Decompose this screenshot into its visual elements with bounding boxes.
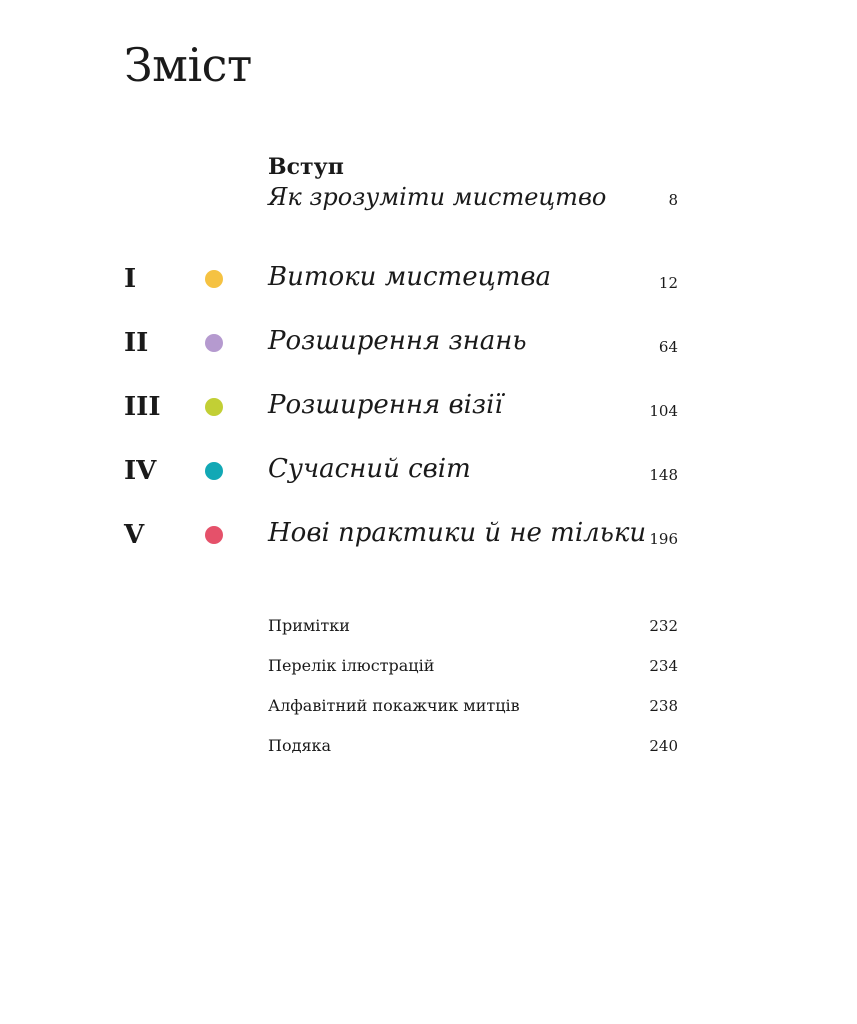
chapter-entry-4[interactable] [124, 452, 678, 492]
chapter-number: III [124, 392, 161, 422]
chapter-color-dot [205, 270, 223, 288]
back-matter-item-illustrations[interactable] [268, 656, 678, 696]
chapter-number: II [124, 328, 149, 358]
intro-title: Як зрозуміти мистецтво [268, 183, 607, 211]
back-matter-page-number: 234 [649, 657, 678, 675]
chapter-page-number: 196 [649, 530, 678, 548]
chapter-title: Розширення візії [268, 390, 503, 420]
back-matter-item-notes[interactable] [268, 616, 678, 656]
chapter-page-number: 104 [649, 402, 678, 420]
chapter-title: Сучасний світ [268, 454, 471, 484]
back-matter-item-acknowledgements[interactable] [268, 736, 678, 776]
chapter-color-dot [205, 334, 223, 352]
chapter-entry-5[interactable] [124, 516, 678, 556]
intro-label: Вступ [268, 154, 344, 180]
chapter-entry-1[interactable] [124, 260, 678, 300]
chapter-title: Витоки мистецтва [268, 262, 552, 292]
back-matter-list [268, 616, 678, 776]
chapter-entry-3[interactable] [124, 388, 678, 428]
chapter-page-number: 12 [658, 274, 678, 292]
intro-page-number: 8 [668, 191, 678, 209]
chapter-number: I [124, 264, 137, 294]
chapter-number: V [124, 520, 145, 550]
back-matter-label: Алфавітний покажчик митців [268, 696, 520, 715]
chapter-page-number: 64 [658, 338, 678, 356]
chapter-color-dot [205, 398, 223, 416]
chapter-color-dot [205, 526, 223, 544]
back-matter-page-number: 232 [649, 617, 678, 635]
back-matter-page-number: 238 [649, 697, 678, 715]
page-title: Зміст [124, 38, 252, 92]
chapter-color-dot [205, 462, 223, 480]
chapter-entry-2[interactable] [124, 324, 678, 364]
back-matter-label: Примітки [268, 616, 350, 635]
back-matter-page-number: 240 [649, 737, 678, 755]
chapter-title: Нові практики й не тільки [268, 518, 647, 548]
back-matter-label: Подяка [268, 736, 332, 755]
intro-entry[interactable] [268, 152, 678, 212]
back-matter-label: Перелік ілюстрацій [268, 656, 435, 675]
chapter-number: IV [124, 456, 157, 486]
chapter-page-number: 148 [649, 466, 678, 484]
back-matter-item-artist-index[interactable] [268, 696, 678, 736]
chapter-title: Розширення знань [268, 326, 527, 356]
